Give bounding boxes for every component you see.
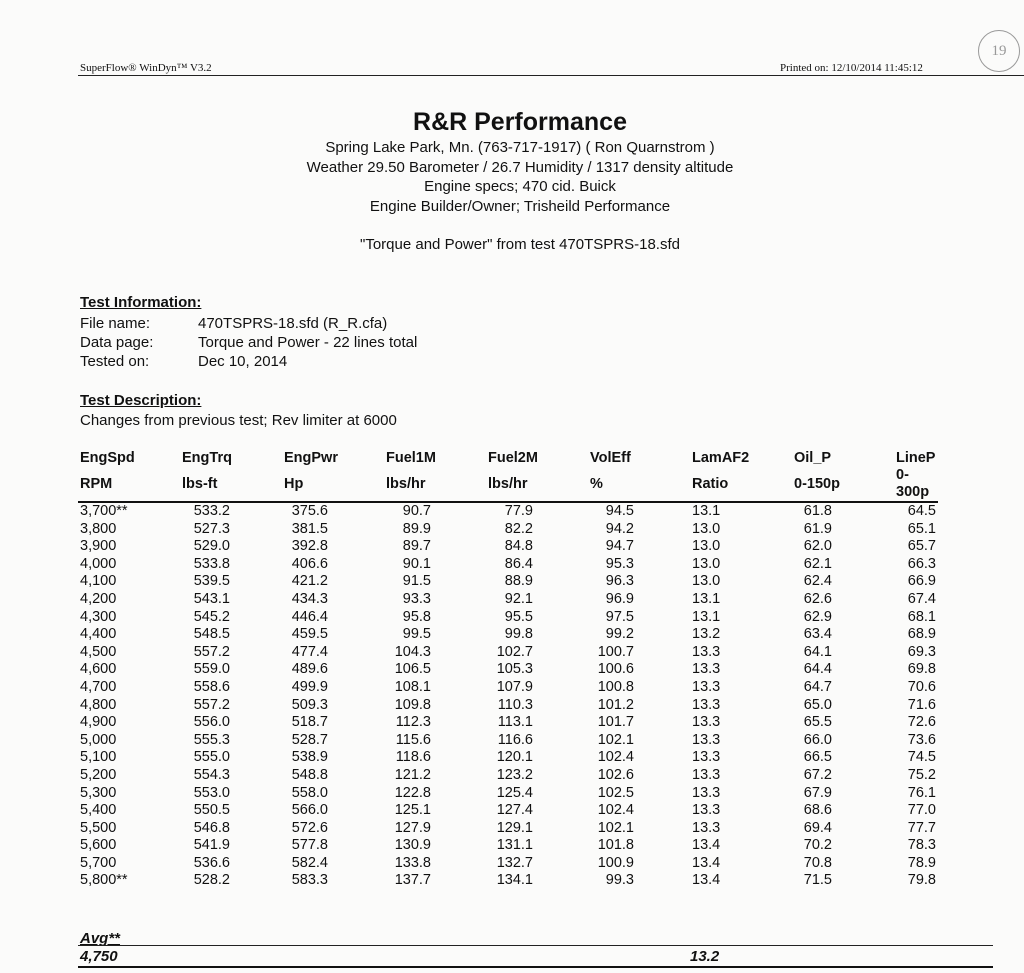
table-cell: 548.5: [193, 626, 230, 643]
table-cell: 91.5: [402, 573, 431, 590]
table-cell: 536.6: [193, 854, 230, 871]
table-cell: 105.3: [496, 661, 533, 678]
table-cell: 131.1: [496, 837, 533, 854]
table-row: [78, 573, 938, 591]
table-cell: 86.4: [504, 555, 533, 572]
table-cell: 62.9: [803, 608, 832, 625]
table-cell: 13.3: [692, 819, 721, 836]
info-value: Torque and Power - 22 lines total: [198, 334, 418, 351]
table-cell: 102.4: [597, 749, 634, 766]
table-cell: 100.9: [597, 854, 634, 871]
table-cell: 13.1: [692, 503, 721, 519]
table-cell: 566.0: [291, 802, 328, 819]
table-cell: 13.3: [692, 678, 721, 695]
table-cell: 106.5: [394, 661, 431, 678]
table-cell: 77.9: [504, 503, 533, 519]
table-cell: 67.9: [803, 784, 832, 801]
column-header: VolEff: [590, 450, 631, 466]
table-cell: 5,700: [80, 854, 117, 871]
table-cell: 406.6: [291, 555, 328, 572]
table-cell: 118.6: [395, 749, 431, 766]
table-row: [78, 855, 938, 873]
table-cell: 5,000: [80, 731, 117, 748]
table-cell: 558.6: [193, 678, 230, 695]
table-cell: 89.7: [402, 538, 431, 555]
table-cell: 5,100: [80, 749, 117, 766]
page-number: 19: [978, 30, 1020, 72]
table-cell: 545.2: [193, 608, 230, 625]
table-row: [78, 556, 938, 574]
column-unit: 0-150p: [792, 467, 894, 502]
table-cell: 109.8: [394, 696, 431, 713]
table-cell: 64.4: [803, 661, 832, 678]
table-cell: 125.1: [394, 802, 431, 819]
table-cell: 100.7: [597, 643, 634, 660]
table-cell: 582.4: [291, 854, 328, 871]
table-row: [78, 538, 938, 556]
table-cell: 13.4: [692, 872, 721, 889]
table-cell: 70.2: [803, 837, 832, 854]
table-cell: 13.3: [692, 714, 721, 731]
table-row: [78, 785, 938, 803]
table-row: [78, 837, 938, 855]
table-row: [78, 521, 938, 539]
table-cell: 89.9: [402, 520, 431, 537]
table-cell: 538.9: [291, 749, 328, 766]
avg-label: Avg**: [80, 930, 121, 947]
info-value: Dec 10, 2014: [198, 353, 288, 370]
engine-specs-line: Engine specs; 470 cid. Buick: [424, 178, 616, 195]
table-cell: 4,100: [80, 573, 117, 590]
table-cell: 72.6: [907, 714, 936, 731]
table-cell: 13.0: [692, 573, 721, 590]
dyno-data-table: [78, 450, 938, 890]
table-cell: 99.8: [504, 626, 533, 643]
table-cell: 13.3: [692, 643, 721, 660]
table-cell: 130.9: [394, 837, 431, 854]
table-cell: 4,400: [80, 626, 117, 643]
info-value: 470TSPRS-18.sfd (R_R.cfa): [198, 315, 388, 332]
table-cell: 434.3: [291, 590, 328, 607]
table-cell: 68.1: [907, 608, 936, 625]
column-header: EngTrq: [182, 450, 232, 466]
table-cell: 66.5: [803, 749, 832, 766]
column-header: LamAF2: [692, 450, 750, 466]
table-body: [78, 502, 938, 890]
table-row: [78, 679, 938, 697]
table-row: [78, 591, 938, 609]
table-cell: 65.5: [803, 714, 832, 731]
table-cell: 71.6: [907, 696, 936, 713]
software-name: SuperFlow® WinDyn™ V3.2: [80, 62, 212, 74]
table-row: [78, 767, 938, 785]
table-row: [78, 714, 938, 732]
table-cell: 375.6: [291, 503, 328, 519]
table-cell: 5,800**: [80, 872, 128, 889]
table-row: [78, 644, 938, 662]
test-information-heading: Test Information:: [80, 294, 202, 311]
test-caption: "Torque and Power" from test 470TSPRS-18.sfd: [360, 236, 680, 253]
table-cell: 5,600: [80, 837, 117, 854]
table-row: [78, 626, 938, 644]
table-cell: 123.2: [496, 766, 533, 783]
table-cell: 78.9: [907, 854, 936, 871]
table-cell: 76.1: [907, 784, 936, 801]
column-unit: Ratio: [690, 467, 792, 502]
table-cell: 543.1: [193, 590, 230, 607]
table-cell: 70.6: [907, 678, 936, 695]
table-cell: 127.9: [394, 819, 431, 836]
table-cell: 107.9: [496, 678, 533, 695]
table-cell: 96.9: [605, 590, 634, 607]
table-cell: 4,200: [80, 590, 117, 607]
column-header: LineP: [896, 450, 936, 466]
table-cell: 13.3: [692, 766, 721, 783]
table-cell: 90.1: [402, 555, 431, 572]
table-cell: 82.2: [504, 520, 533, 537]
table-cell: 69.4: [803, 819, 832, 836]
table-cell: 518.7: [291, 714, 328, 731]
title-block: [0, 106, 1024, 255]
table-cell: 541.9: [193, 837, 230, 854]
address-line: Spring Lake Park, Mn. (763-717-1917) ( Ron Quarnstrom ): [325, 139, 715, 156]
table-cell: 95.8: [402, 608, 431, 625]
table-cell: 61.8: [803, 503, 832, 519]
table-cell: 529.0: [193, 538, 230, 555]
table-header-row: [78, 450, 938, 467]
column-header: EngSpd: [80, 450, 135, 466]
table-row: [78, 697, 938, 715]
column-unit: %: [588, 467, 690, 502]
table-cell: 499.9: [291, 678, 328, 695]
table-cell: 112.3: [395, 714, 431, 731]
table-cell: 77.0: [907, 802, 936, 819]
table-cell: 68.6: [803, 802, 832, 819]
table-cell: 555.3: [193, 731, 230, 748]
table-cell: 392.8: [291, 538, 328, 555]
table-cell: 13.0: [692, 555, 721, 572]
table-cell: 100.8: [597, 678, 634, 695]
avg-rule: [78, 945, 993, 946]
table-cell: 90.7: [402, 503, 431, 519]
table-cell: 572.6: [291, 819, 328, 836]
table-cell: 113.1: [497, 714, 533, 731]
table-cell: 62.0: [803, 538, 832, 555]
table-cell: 122.8: [394, 784, 431, 801]
table-cell: 108.1: [394, 678, 431, 695]
table-cell: 3,800: [80, 520, 117, 537]
table-cell: 528.7: [291, 731, 328, 748]
table-cell: 102.1: [597, 731, 634, 748]
table-cell: 69.8: [907, 661, 936, 678]
table-cell: 99.2: [605, 626, 634, 643]
table-cell: 125.4: [496, 784, 533, 801]
printed-on: Printed on: 12/10/2014 11:45:12: [780, 62, 923, 74]
table-cell: 13.3: [692, 784, 721, 801]
table-cell: 74.5: [907, 749, 936, 766]
table-cell: 64.1: [803, 643, 832, 660]
table-cell: 101.2: [597, 696, 634, 713]
table-cell: 5,500: [80, 819, 117, 836]
table-cell: 4,600: [80, 661, 117, 678]
table-cell: 4,700: [80, 678, 117, 695]
table-cell: 94.2: [605, 520, 634, 537]
table-cell: 548.8: [291, 766, 328, 783]
table-cell: 69.3: [907, 643, 936, 660]
table-cell: 556.0: [193, 714, 230, 731]
table-cell: 63.4: [803, 626, 832, 643]
column-unit: RPM: [78, 467, 180, 502]
table-cell: 13.4: [692, 854, 721, 871]
column-header: Oil_P: [794, 450, 832, 466]
table-cell: 66.3: [907, 555, 936, 572]
info-label: Data page:: [80, 334, 154, 351]
table-cell: 66.0: [803, 731, 832, 748]
table-cell: 70.8: [803, 854, 832, 871]
table-cell: 102.4: [597, 802, 634, 819]
table-cell: 13.3: [692, 731, 721, 748]
table-cell: 75.2: [907, 766, 936, 783]
table-cell: 120.1: [496, 749, 533, 766]
info-label: File name:: [80, 315, 151, 332]
table-cell: 102.6: [597, 766, 634, 783]
column-header: EngPwr: [284, 450, 338, 466]
column-unit: lbs/hr: [384, 467, 486, 502]
table-cell: 533.8: [193, 555, 230, 572]
table-cell: 13.4: [692, 837, 721, 854]
table-cell: 132.7: [496, 854, 533, 871]
table-cell: 13.3: [692, 696, 721, 713]
table-cell: 68.9: [907, 626, 936, 643]
column-unit: lbs/hr: [486, 467, 588, 502]
table-cell: 13.0: [692, 520, 721, 537]
table-cell: 13.3: [692, 802, 721, 819]
table-cell: 102.7: [496, 643, 533, 660]
builder-line: Engine Builder/Owner; Trisheild Performance: [369, 197, 671, 215]
table-cell: 553.0: [193, 784, 230, 801]
table-cell: 583.3: [291, 872, 328, 889]
info-label: Tested on:: [80, 353, 150, 370]
table-cell: 533.2: [193, 503, 230, 519]
table-cell: 71.5: [803, 872, 832, 889]
table-cell: 77.7: [907, 819, 936, 836]
table-cell: 13.0: [692, 538, 721, 555]
table-cell: 5,300: [80, 784, 117, 801]
table-cell: 67.4: [907, 590, 936, 607]
table-cell: 99.5: [402, 626, 431, 643]
table-cell: 92.1: [504, 590, 533, 607]
table-cell: 489.6: [291, 661, 328, 678]
table-cell: 4,500: [80, 643, 117, 660]
table-cell: 459.5: [291, 626, 328, 643]
company-title: R&R Performance: [413, 108, 627, 136]
table-row: [78, 732, 938, 750]
table-cell: 3,700**: [80, 503, 128, 519]
avg-value: 4,750: [80, 948, 118, 965]
table-cell: 4,800: [80, 696, 117, 713]
table-cell: 13.3: [692, 749, 721, 766]
info-row-data-page: [80, 333, 417, 352]
column-header: Fuel2M: [488, 450, 538, 466]
table-cell: 102.1: [597, 819, 634, 836]
table-cell: 554.3: [193, 766, 230, 783]
table-cell: 62.4: [803, 573, 832, 590]
table-cell: 95.3: [605, 555, 634, 572]
table-row: [78, 802, 938, 820]
table-cell: 559.0: [193, 661, 230, 678]
table-cell: 99.3: [605, 872, 634, 889]
table-row: [78, 609, 938, 627]
table-cell: 65.7: [907, 538, 936, 555]
table-cell: 557.2: [193, 643, 230, 660]
table-cell: 94.7: [605, 538, 634, 555]
table-cell: 133.8: [394, 854, 431, 871]
table-cell: 61.9: [803, 520, 832, 537]
table-cell: 64.5: [907, 503, 936, 519]
table-cell: 104.3: [394, 643, 431, 660]
table-cell: 121.2: [394, 766, 431, 783]
column-unit: lbs-ft: [180, 467, 282, 502]
table-cell: 4,900: [80, 714, 117, 731]
table-cell: 110.3: [497, 696, 533, 713]
table-cell: 528.2: [193, 872, 230, 889]
table-cell: 115.6: [395, 731, 431, 748]
table-units-row: [78, 467, 938, 502]
table-row: [78, 872, 938, 890]
table-cell: 13.3: [692, 661, 721, 678]
table-cell: 546.8: [193, 819, 230, 836]
table-cell: 13.2: [692, 626, 721, 643]
header-rule: [78, 75, 1024, 76]
table-cell: 5,400: [80, 802, 117, 819]
table-cell: 13.1: [692, 590, 721, 607]
table-cell: 5,200: [80, 766, 117, 783]
table-cell: 97.5: [605, 608, 634, 625]
table-cell: 421.2: [291, 573, 328, 590]
table-cell: 84.8: [504, 538, 533, 555]
table-cell: 557.2: [193, 696, 230, 713]
test-description-heading: Test Description:: [80, 392, 202, 409]
table-cell: 137.7: [394, 872, 431, 889]
table-cell: 539.5: [193, 573, 230, 590]
table-cell: 96.3: [605, 573, 634, 590]
table-cell: 94.5: [605, 503, 634, 519]
table-cell: 101.7: [597, 714, 634, 731]
table-cell: 3,900: [80, 538, 117, 555]
table-cell: 93.3: [402, 590, 431, 607]
table-cell: 550.5: [193, 802, 230, 819]
table-cell: 62.6: [803, 590, 832, 607]
table-row: [78, 502, 938, 521]
table-row: [78, 820, 938, 838]
table-cell: 558.0: [291, 784, 328, 801]
table-cell: 116.6: [497, 731, 533, 748]
column-unit: Hp: [282, 467, 384, 502]
table-row: [78, 749, 938, 767]
column-header: Fuel1M: [386, 450, 436, 466]
table-cell: 65.0: [803, 696, 832, 713]
test-description-text: Changes from previous test; Rev limiter at 6000: [80, 412, 397, 429]
table-cell: 73.6: [907, 731, 936, 748]
table-cell: 100.6: [597, 661, 634, 678]
table-cell: 101.8: [597, 837, 634, 854]
table-cell: 102.5: [597, 784, 634, 801]
table-cell: 129.1: [496, 819, 533, 836]
table-cell: 527.3: [193, 520, 230, 537]
table-cell: 78.3: [907, 837, 936, 854]
table-cell: 4,300: [80, 608, 117, 625]
column-unit: 0-300p: [894, 467, 938, 502]
table-cell: 509.3: [291, 696, 328, 713]
avg-value: 13.2: [690, 948, 720, 965]
table-cell: 381.5: [291, 520, 328, 537]
table-cell: 79.8: [907, 872, 936, 889]
table-cell: 555.0: [193, 749, 230, 766]
table-cell: 13.1: [692, 608, 721, 625]
table-cell: 446.4: [291, 608, 328, 625]
table-cell: 577.8: [291, 837, 328, 854]
table-cell: 67.2: [803, 766, 832, 783]
table-cell: 62.1: [803, 555, 832, 572]
table-cell: 95.5: [504, 608, 533, 625]
table-cell: 477.4: [291, 643, 328, 660]
table-cell: 65.1: [907, 520, 936, 537]
table-row: [78, 661, 938, 679]
weather-line: Weather 29.50 Barometer / 26.7 Humidity / 1317 density altitude: [306, 158, 734, 176]
info-row-file-name: [80, 314, 387, 333]
table-cell: 66.9: [907, 573, 936, 590]
avg-bottom-rule: [78, 966, 993, 968]
table-cell: 88.9: [504, 573, 533, 590]
table-cell: 127.4: [496, 802, 533, 819]
table-cell: 64.7: [803, 678, 832, 695]
table-cell: 134.1: [496, 872, 533, 889]
table-cell: 4,000: [80, 555, 117, 572]
info-row-tested-on: [80, 352, 287, 371]
